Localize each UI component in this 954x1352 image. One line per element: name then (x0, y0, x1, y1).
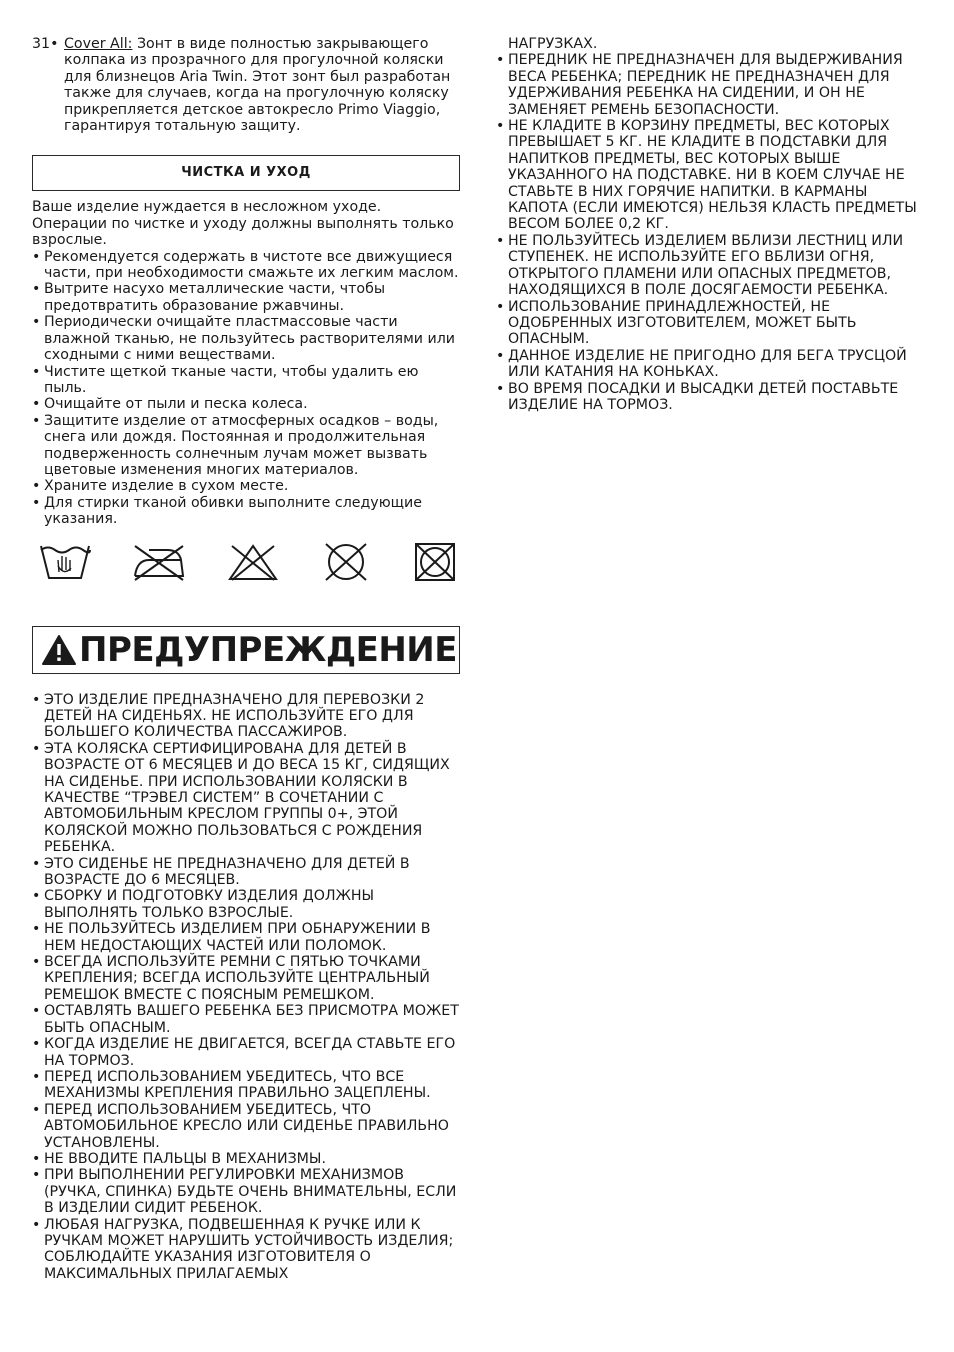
do-not-bleach-icon (226, 542, 280, 582)
list-item: • ПЕРЕДНИК НЕ ПРЕДНАЗНАЧЕН ДЛЯ ВЫДЕРЖИВАНИЯ ВЕСА РЕБЕНКА; ПЕРЕДНИК НЕ ПРЕДНАЗНАЧЕН ДЛЯ УДЕРЖИВАНИЯ РЕБЕНКА НА СИДЕНИИ, И ОН НЕ ЗАМЕНЯЕТ РЕМЕНЬ БЕЗОПАСНОСТИ. (496, 52, 926, 118)
warning-triangle-icon (41, 634, 77, 666)
list-item: • ПЕРЕД ИСПОЛЬЗОВАНИЕМ УБЕДИТЕСЬ, ЧТО АВТОМОБИЛЬНОЕ КРЕСЛО ИЛИ СИДЕНЬЕ ПРАВИЛЬНО УСТАНОВЛЕНЫ. (32, 1102, 460, 1151)
list-item: • Чистите щеткой тканые части, чтобы удалить ею пыль. (32, 364, 460, 397)
do-not-dry-clean-icon (319, 542, 373, 582)
list-continuation: НАГРУЗКАХ. (508, 36, 598, 52)
item-31 (32, 36, 460, 134)
list-item: • ПЕРЕД ИСПОЛЬЗОВАНИЕМ УБЕДИТЕСЬ, ЧТО ВСЕ МЕХАНИЗМЫ КРЕПЛЕНИЯ ПРАВИЛЬНО ЗАЦЕПЛЕНЫ. (32, 1069, 460, 1102)
item-number: 31• (32, 36, 59, 52)
cleaning-section-header (32, 155, 460, 191)
list-item: • ДАННОЕ ИЗДЕЛИЕ НЕ ПРИГОДНО ДЛЯ БЕГА ТРУСЦОЙ ИЛИ КАТАНИЯ НА КОНЬКАХ. (496, 348, 926, 381)
list-item: • ВО ВРЕМЯ ПОСАДКИ И ВЫСАДКИ ДЕТЕЙ ПОСТАВЬТЕ ИЗДЕЛИЕ НА ТОРМОЗ. (496, 381, 926, 414)
list-item: • КОГДА ИЗДЕЛИЕ НЕ ДВИГАЕТСЯ, ВСЕГДА СТАВЬТЕ ЕГО НА ТОРМОЗ. (32, 1036, 460, 1069)
list-item: • СБОРКУ И ПОДГОТОВКУ ИЗДЕЛИЯ ДОЛЖНЫ ВЫПОЛНЯТЬ ТОЛЬКО ВЗРОСЛЫЕ. (32, 888, 460, 921)
care-symbols (32, 542, 458, 582)
do-not-tumble-dry-icon (412, 542, 458, 582)
warning-title: ПРЕДУПРЕЖДЕНИЕ (79, 629, 457, 670)
cleaning-intro: Ваше изделие нуждается в несложном уходе. Операции по чистке и уходу должны выполнять только взрослые. (32, 199, 454, 249)
list-item: • Для стирки тканой обивки выполните следующие указания. (32, 495, 460, 528)
list-item: • ЭТО СИДЕНЬЕ НЕ ПРЕДНАЗНАЧЕНО ДЛЯ ДЕТЕЙ В ВОЗРАСТЕ ДО 6 МЕСЯЦЕВ. (32, 856, 460, 889)
list-item: • Храните изделие в сухом месте. (32, 478, 460, 494)
right-column (496, 36, 926, 413)
list-item: • НЕ ПОЛЬЗУЙТЕСЬ ИЗДЕЛИЕМ ВБЛИЗИ ЛЕСТНИЦ ИЛИ СТУПЕНЕК. НЕ ИСПОЛЬЗУЙТЕ ЕГО ВБЛИЗИ ОГНЯ, ОТКРЫТОГО ПЛАМЕНИ ИЛИ ОПАСНЫХ ПРЕДМЕТОВ, НАХОДЯЩИХСЯ В ПОЛЕ ДОСЯГАЕМОСТИ РЕБЕНКА. (496, 233, 926, 299)
list-item: • ПРИ ВЫПОЛНЕНИИ РЕГУЛИРОВКИ МЕХАНИЗМОВ (РУЧКА, СПИНКА) БУДЬТЕ ОЧЕНЬ ВНИМАТЕЛЬНЫ, ЕСЛИ В ИЗДЕЛИИ СИДИТ РЕБЕНОК. (32, 1167, 460, 1216)
hand-wash-icon (38, 542, 92, 582)
list-item: • Рекомендуется содержать в чистоте все движущиеся части, при необходимости смажьте их легким маслом. (32, 249, 460, 282)
list-item: • ИСПОЛЬЗОВАНИЕ ПРИНАДЛЕЖНОСТЕЙ, НЕ ОДОБРЕННЫХ ИЗГОТОВИТЕЛЕМ, МОЖЕТ БЫТЬ ОПАСНЫМ. (496, 299, 926, 348)
list-item: • ВСЕГДА ИСПОЛЬЗУЙТЕ РЕМНИ С ПЯТЬЮ ТОЧКАМИ КРЕПЛЕНИЯ; ВСЕГДА ИСПОЛЬЗУЙТЕ ЦЕНТРАЛЬНЫЙ РЕМЕШОК ВМЕСТЕ С ПОЯСНЫМ РЕМЕШКОМ. (32, 954, 460, 1003)
do-not-iron-icon (131, 542, 187, 582)
list-item: • ЛЮБАЯ НАГРУЗКА, ПОДВЕШЕННАЯ К РУЧКЕ ИЛИ К РУЧКАМ МОЖЕТ НАРУШИТЬ УСТОЙЧИВОСТЬ ИЗДЕЛИЯ; СОБЛЮДАЙТЕ УКАЗАНИЯ ИЗГОТОВИТЕЛЯ О МАКСИМАЛЬНЫХ ПРИЛАГАЕМЫХ (32, 1217, 460, 1283)
item-label: Cover All: (64, 36, 133, 52)
list-item: • ЭТА КОЛЯСКА СЕРТИФИЦИРОВАНА ДЛЯ ДЕТЕЙ В ВОЗРАСТЕ ОТ 6 МЕСЯЦЕВ И ДО ВЕСА 15 КГ, СИДЯЩИХ НА СИДЕНЬЕ. ПРИ ИСПОЛЬЗОВАНИИ КОЛЯСКИ В КАЧЕСТВЕ “ТРЭВЕЛ СИСТЕМ” В СОЧЕТАНИИ С АВТОМОБИЛЬНЫМ КРЕСЛОМ ГРУППЫ 0+, ЭТОЙ КОЛЯСКОЙ МОЖНО ПОЛЬЗОВАТЬСЯ С РОЖДЕНИЯ РЕБЕНКА. (32, 741, 460, 856)
list-item: • Очищайте от пыли и песка колеса. (32, 396, 460, 412)
list-item: • ОСТАВЛЯТЬ ВАШЕГО РЕБЕНКА БЕЗ ПРИСМОТРА МОЖЕТ БЫТЬ ОПАСНЫМ. (32, 1003, 460, 1036)
warning-section-header (32, 626, 460, 674)
list-item: • НЕ ПОЛЬЗУЙТЕСЬ ИЗДЕЛИЕМ ПРИ ОБНАРУЖЕНИИ В НЕМ НЕДОСТАЮЩИХ ЧАСТЕЙ ИЛИ ПОЛОМОК. (32, 921, 460, 954)
list-item: • НЕ ВВОДИТЕ ПАЛЬЦЫ В МЕХАНИЗМЫ. (32, 1151, 460, 1167)
left-column (32, 36, 460, 1282)
list-item: • Периодически очищайте пластмассовые части влажной тканью, не пользуйтесь растворителями или сходными с ними веществами. (32, 314, 460, 363)
cleaning-title: ЧИСТКА И УХОД (181, 165, 311, 181)
cleaning-list (32, 249, 460, 528)
list-item: • ЭТО ИЗДЕЛИЕ ПРЕДНАЗНАЧЕНО ДЛЯ ПЕРЕВОЗКИ 2 ДЕТЕЙ НА СИДЕНЬЯХ. НЕ ИСПОЛЬЗУЙТЕ ЕГО ДЛЯ БОЛЬШЕГО КОЛИЧЕСТВА ПАССАЖИРОВ. (32, 692, 460, 741)
warning-list-continued (496, 52, 926, 413)
item-text: Зонт в виде полностью закрывающего колпака из прозрачного для прогулочной коляски для близнецов Aria Twin. Этот зонт был разработан также для случаев, когда на прогулочную коляску прикрепляется детское автокресло Primo Viaggio, гарантируя тотальную защиту. (64, 36, 451, 135)
list-item: • Защитите изделие от атмосферных осадков – воды, снега или дождя. Постоянная и продолжительная подверженность солнечным лучам может вызвать цветовые изменения многих материалов. (32, 413, 460, 479)
warning-list (32, 692, 460, 1283)
list-item: • НЕ КЛАДИТЕ В КОРЗИНУ ПРЕДМЕТЫ, ВЕС КОТОРЫХ ПРЕВЫШАЕТ 5 КГ. НЕ КЛАДИТЕ В ПОДСТАВКИ ДЛЯ НАПИТКОВ ПРЕДМЕТЫ, ВЕС КОТОРЫХ ВЫШЕ УКАЗАННОГО НА ПОДСТАВКЕ. НИ В КОЕМ СЛУЧАЕ НЕ СТАВЬТЕ В НИХ ГОРЯЧИЕ НАПИТКИ. В КАРМАНЫ КАПОТА (ЕСЛИ ИМЕЮТСЯ) НЕЛЬЗЯ КЛАСТЬ ПРЕДМЕТЫ ВЕСОМ БОЛЕЕ 0,2 КГ. (496, 118, 926, 233)
list-item: • Вытрите насухо металлические части, чтобы предотвратить образование ржавчины. (32, 281, 460, 314)
